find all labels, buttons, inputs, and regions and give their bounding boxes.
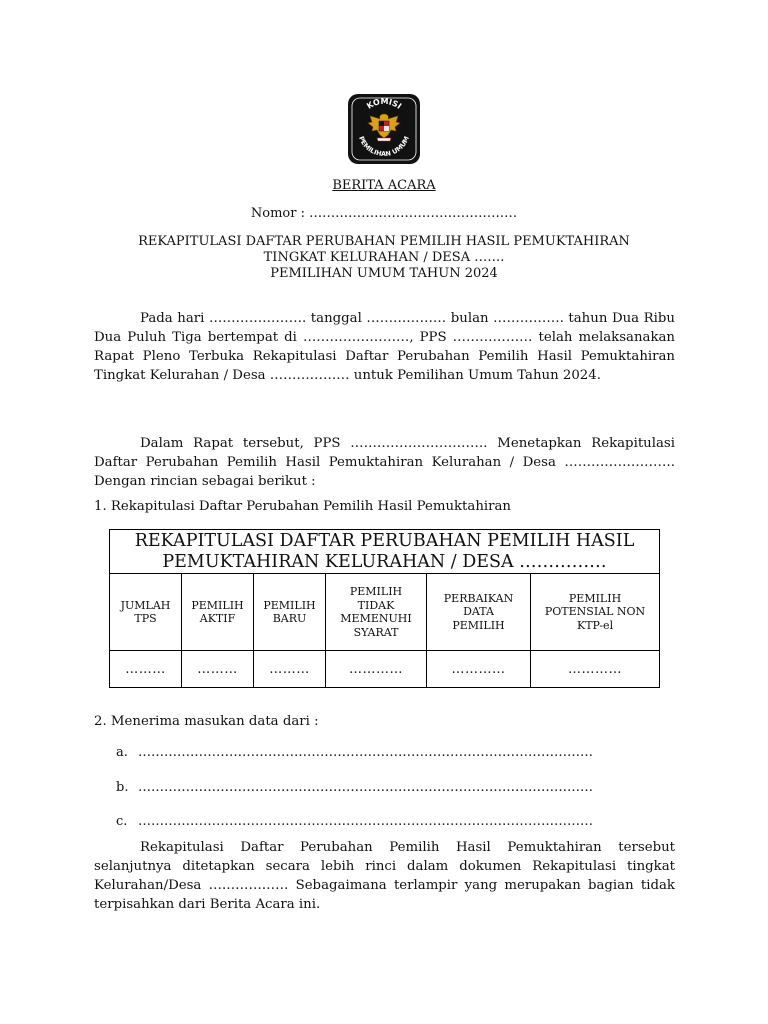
- heading-line-1: REKAPITULASI DAFTAR PERUBAHAN PEMILIH HASIL PEMUKTAHIRAN: [138, 234, 630, 249]
- table-cell: ………: [110, 651, 182, 688]
- document-heading: [0, 234, 768, 282]
- column-header: JUMLAH TPS: [110, 574, 182, 651]
- sub-item-a: [116, 745, 593, 760]
- column-header: PEMILIH BARU: [254, 574, 326, 651]
- heading-line-2: TINGKAT KELURAHAN / DESA …….: [263, 250, 505, 265]
- heading-line-3: PEMILIHAN UMUM TAHUN 2024: [270, 266, 498, 281]
- table-cell: ………: [254, 651, 326, 688]
- document-number: Nomor : …………………………………………: [250, 206, 518, 221]
- logo-text-bottom: PEMILIHAN UMUM: [357, 135, 411, 159]
- kpu-logo: [346, 92, 422, 166]
- paragraph-1-text: Pada hari …………………. tanggal ……………… bulan ……………. tahun Dua Ribu Dua Puluh Tiga bertempat di ……………………, PPS ……………… telah melaksanakan Rapat Pleno Terbuka Rekapitulasi Daftar Perubahan Pemilih Hasil Pemuktahiran Tingkat Kelurahan / Desa ……………… untuk Pemilihan Umum Tahun 2024.: [94, 311, 675, 383]
- sub-item-text: ……………………………………………………………………………………………: [138, 814, 593, 829]
- document-title: BERITA ACARA: [332, 178, 436, 193]
- list-item-2: 2. Menerima masukan data dari :: [94, 714, 319, 729]
- paragraph-2: [94, 434, 675, 491]
- column-header: PEMILIH POTENSIAL NON KTP-el: [531, 574, 660, 651]
- table-title-line-2: PEMUKTAHIRAN KELURAHAN / DESA ……………: [162, 551, 607, 572]
- sub-item-label: a.: [116, 745, 128, 760]
- table-cell: …………: [427, 651, 531, 688]
- column-header: PERBAIKAN DATA PEMILIH: [427, 574, 531, 651]
- sub-item-b: [116, 780, 593, 795]
- sub-item-label: b.: [116, 780, 129, 795]
- table-cell: …………: [326, 651, 427, 688]
- sub-item-c: [116, 814, 593, 829]
- sub-item-label: c.: [116, 814, 128, 829]
- table-title: [110, 530, 660, 574]
- list-item-1: 1. Rekapitulasi Daftar Perubahan Pemilih Hasil Pemuktahiran: [94, 499, 511, 514]
- table-cell: ………: [182, 651, 254, 688]
- paragraph-3: [94, 838, 675, 914]
- logo-text-top: KOMISI: [365, 96, 404, 111]
- sub-item-text: ……………………………………………………………………………………………: [138, 780, 593, 795]
- table-cell: …………: [531, 651, 660, 688]
- paragraph-1: [94, 309, 675, 385]
- table-row: [110, 651, 660, 688]
- paragraph-3-text: Rekapitulasi Daftar Perubahan Pemilih Hasil Pemuktahiran tersebut selanjutnya ditetapkan secara lebih rinci dalam dokumen Rekapitulasi tingkat Kelurahan/Desa ……………… Sebagaimana terlampir yang merupakan bagian tidak terpisahkan dari Berita Acara ini.: [94, 840, 675, 912]
- recap-table: [109, 529, 660, 688]
- table-header-row: [110, 574, 660, 651]
- sub-item-text: ……………………………………………………………………………………………: [138, 745, 593, 760]
- column-header: PEMILIH AKTIF: [182, 574, 254, 651]
- column-header: PEMILIH TIDAK MEMENUHI SYARAT: [326, 574, 427, 651]
- table-title-line-1: REKAPITULASI DAFTAR PERUBAHAN PEMILIH HASIL: [134, 530, 635, 551]
- paragraph-2-text: Dalam Rapat tersebut, PPS …………………………. Menetapkan Rekapitulasi Daftar Perubahan Pemilih Hasil Pemuktahiran Kelurahan / Desa ……………………. Dengan rincian sebagai berikut :: [94, 436, 675, 489]
